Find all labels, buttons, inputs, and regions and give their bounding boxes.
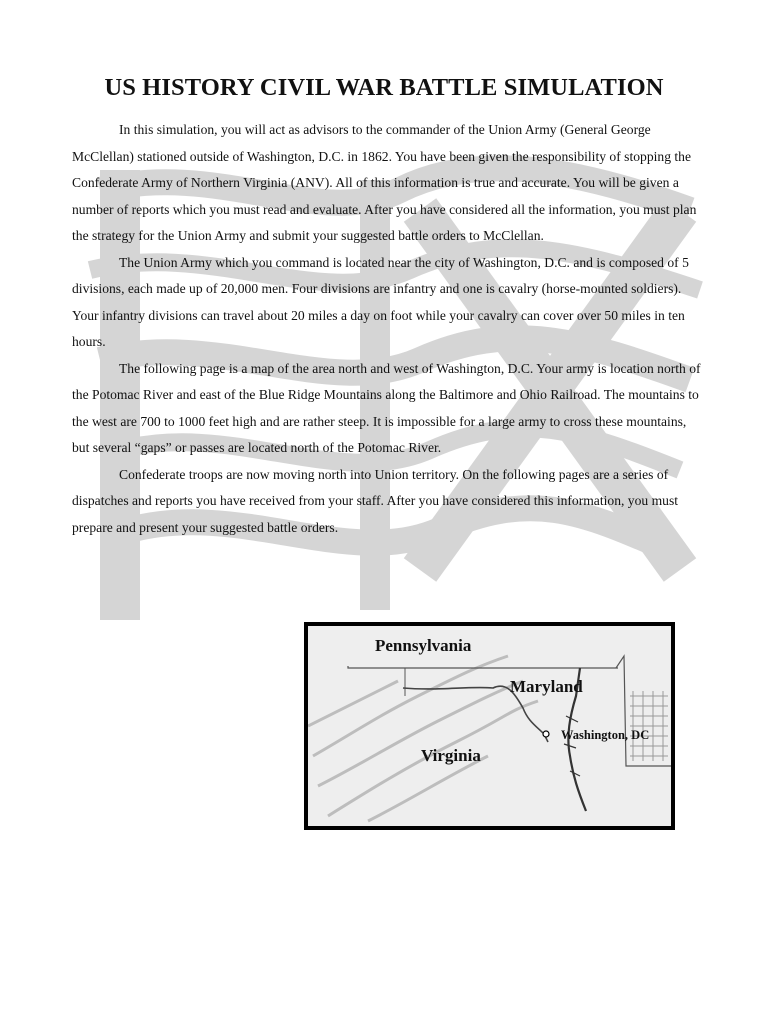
virginia-label: Virginia (421, 746, 481, 765)
pennsylvania-label: Pennsylvania (375, 636, 472, 655)
paragraph-union-army: The Union Army which you command is located near the city of Washington, D.C. and is composed of 5 divisions, each made up of 20,000 men. Four divisions are infantry and one is cavalry (horse-mounted soldiers). Your infantry divisions can travel about 20 miles a day on foot while your cavalry can cover over 50 miles in ten hours. (72, 254, 689, 349)
body-text (72, 117, 702, 541)
maryland-label: Maryland (510, 677, 583, 696)
washington-dc-label: Washington, DC (561, 728, 650, 742)
paragraph-intro: In this simulation, you will act as advisors to the commander of the Union Army (General George McClellan) stationed outside of Washington, D.C. in 1862. You have been given the responsibility of stopping the Confederate Army of Northern Virginia (ANV). All of this information is true and accurate. You will be given a number of reports which you must read and evaluate. After you have considered all the information, you must plan the strategy for the Union Army and submit your suggested battle orders to McClellan. (72, 122, 697, 243)
paragraph-map-description: The following page is a map of the area north and west of Washington, D.C. Your army is location north of the Potomac River and east of the Blue Ridge Mountains along the Baltimore and Ohio Railroad. The mountains to the west are 700 to 1000 feet high and are rather steep. It is impossible for a large army to cross these mountains, but several “gaps” or passes are located north of the Potomac River. (72, 360, 701, 455)
paragraph-confederate-troops: Confederate troops are now moving north into Union territory. On the following pages are a series of dispatches and reports you have received from your staff. After you have considered this information, you must prepare and present your suggested battle orders. (72, 466, 679, 535)
washington-dc-marker (543, 731, 549, 737)
map-graphic (308, 626, 671, 826)
region-map (304, 622, 675, 830)
page-title: US HISTORY CIVIL WAR BATTLE SIMULATION (104, 74, 664, 101)
